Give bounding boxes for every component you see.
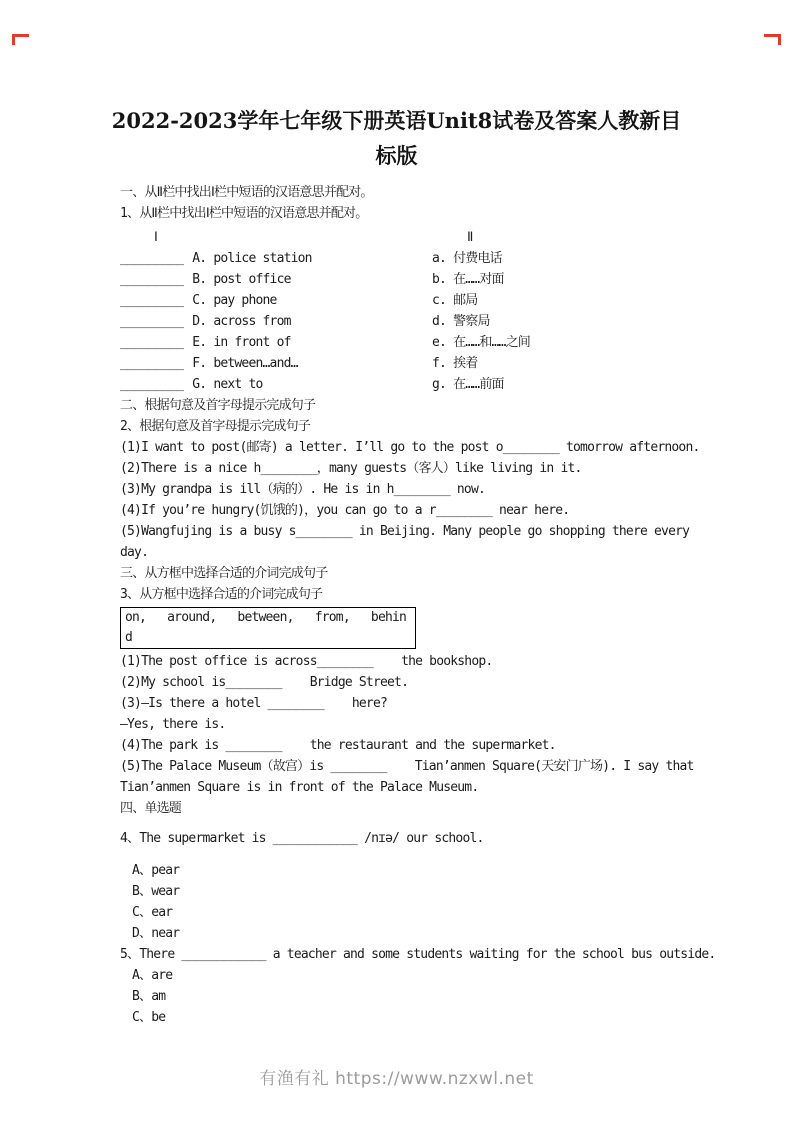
match-left-label: A. police station bbox=[192, 251, 312, 266]
question-5-stem: 5、There ____________ a teacher and some students waiting for the school bus outside. bbox=[120, 947, 716, 962]
match-left-label: D. across from bbox=[192, 314, 291, 329]
prep-item-4: (4)The park is ________ the restaurant and the supermarket. bbox=[120, 738, 556, 753]
match-left-label: B. post office bbox=[192, 272, 291, 287]
q4-option-a[interactable]: A、pear bbox=[132, 863, 180, 878]
section3-heading: 三、从方框中选择合适的介词完成句子 bbox=[120, 566, 328, 581]
fill-item-1: (1)I want to post(邮寄) a letter. I’ll go to the post o________ tomorrow afternoon. bbox=[120, 440, 700, 455]
q4-option-c[interactable]: C、ear bbox=[132, 905, 173, 920]
q4-option-b[interactable]: B、wear bbox=[132, 884, 180, 899]
match-right-label: a. 付费电话 bbox=[432, 251, 502, 266]
answer-blank[interactable]: _________ bbox=[120, 356, 184, 371]
match-row-e bbox=[120, 332, 720, 353]
red-corner-mark-top-left bbox=[12, 34, 29, 45]
section1-subheading: 1、从Ⅱ栏中找出Ⅰ栏中短语的汉语意思并配对。 bbox=[120, 206, 368, 221]
page-title bbox=[0, 103, 793, 173]
match-row-d bbox=[120, 311, 720, 332]
section2-heading: 二、根据句意及首字母提示完成句子 bbox=[120, 398, 316, 413]
word-box-line1: on, around, between, from, behin bbox=[125, 610, 407, 625]
prep-item-2: (2)My school is________ Bridge Street. bbox=[120, 675, 409, 690]
match-left-label: G. next to bbox=[192, 377, 263, 392]
question-4-options bbox=[120, 860, 720, 944]
page-title-line2: 标版 bbox=[375, 143, 418, 168]
fill-item-2: (2)There is a nice h________，many guests（客人）like living in it. bbox=[120, 461, 582, 476]
match-right-label: d. 警察局 bbox=[432, 314, 490, 329]
q5-option-c[interactable]: C、be bbox=[132, 1010, 166, 1025]
page-title-line1: 2022-2023学年七年级下册英语Unit8试卷及答案人教新目 bbox=[111, 108, 682, 133]
fill-item-3: (3)My grandpa is ill（病的）. He is in h________ now. bbox=[120, 482, 486, 497]
prep-item-3-answer: —Yes, there is. bbox=[120, 717, 226, 732]
match-right-label: f. 挨着 bbox=[432, 356, 478, 371]
fill-item-5: (5)Wangfujing is a busy s________ in Beijing. Many people go shopping there every day. bbox=[120, 524, 697, 560]
exam-body bbox=[120, 182, 720, 1028]
red-corner-mark-top-right bbox=[764, 34, 781, 45]
word-box-line2: d bbox=[125, 630, 133, 645]
match-row-f bbox=[120, 353, 720, 374]
match-right-label: g. 在……前面 bbox=[432, 377, 504, 392]
q5-option-b[interactable]: B、am bbox=[132, 989, 166, 1004]
question-4-stem: 4、The supermarket is ____________ /nɪə/ our school. bbox=[120, 831, 484, 846]
q5-option-a[interactable]: A、are bbox=[132, 968, 173, 983]
answer-blank[interactable]: _________ bbox=[120, 314, 184, 329]
match-left-label: F. between…and… bbox=[192, 356, 298, 371]
prep-item-3: (3)—Is there a hotel ________ here? bbox=[120, 696, 388, 711]
match-right-label: e. 在……和……之间 bbox=[432, 335, 530, 350]
watermark-footer: 有渔有礼 https://www.nzxwl.net bbox=[259, 1069, 534, 1089]
match-row-b bbox=[120, 269, 720, 290]
match-left-label: C. pay phone bbox=[192, 293, 277, 308]
match-right-label: b. 在……对面 bbox=[432, 272, 504, 287]
section1-heading: 一、从Ⅱ栏中找出Ⅰ栏中短语的汉语意思并配对。 bbox=[120, 185, 373, 200]
q4-option-d[interactable]: D、near bbox=[132, 926, 180, 941]
section4-heading: 四、单选题 bbox=[120, 801, 182, 816]
answer-blank[interactable]: _________ bbox=[120, 251, 184, 266]
matching-column-headers bbox=[120, 227, 720, 248]
section2-subheading: 2、根据句意及首字母提示完成句子 bbox=[120, 419, 311, 434]
question-5-options bbox=[120, 965, 720, 1028]
answer-blank[interactable]: _________ bbox=[120, 377, 184, 392]
column-header-II: Ⅱ bbox=[467, 230, 473, 245]
answer-blank[interactable]: _________ bbox=[120, 293, 184, 308]
section3-subheading: 3、从方框中选择合适的介词完成句子 bbox=[120, 587, 323, 602]
column-header-I: Ⅰ bbox=[154, 230, 158, 245]
match-row-g bbox=[120, 374, 720, 395]
prep-item-5: (5)The Palace Museum（故宫）is ________ Tian’anmen Square(天安门广场). I say that Tian’anmen Square is in front of the Palace Museum. bbox=[120, 759, 701, 795]
answer-blank[interactable]: _________ bbox=[120, 272, 184, 287]
answer-blank[interactable]: _________ bbox=[120, 335, 184, 350]
fill-item-4: (4)If you’re hungry(饥饿的)，you can go to a r________ near here. bbox=[120, 503, 570, 518]
preposition-word-box bbox=[120, 607, 416, 649]
match-row-c bbox=[120, 290, 720, 311]
match-left-label: E. in front of bbox=[192, 335, 291, 350]
match-row-a bbox=[120, 248, 720, 269]
match-right-label: c. 邮局 bbox=[432, 293, 478, 308]
prep-item-1: (1)The post office is across________ the bookshop. bbox=[120, 654, 493, 669]
